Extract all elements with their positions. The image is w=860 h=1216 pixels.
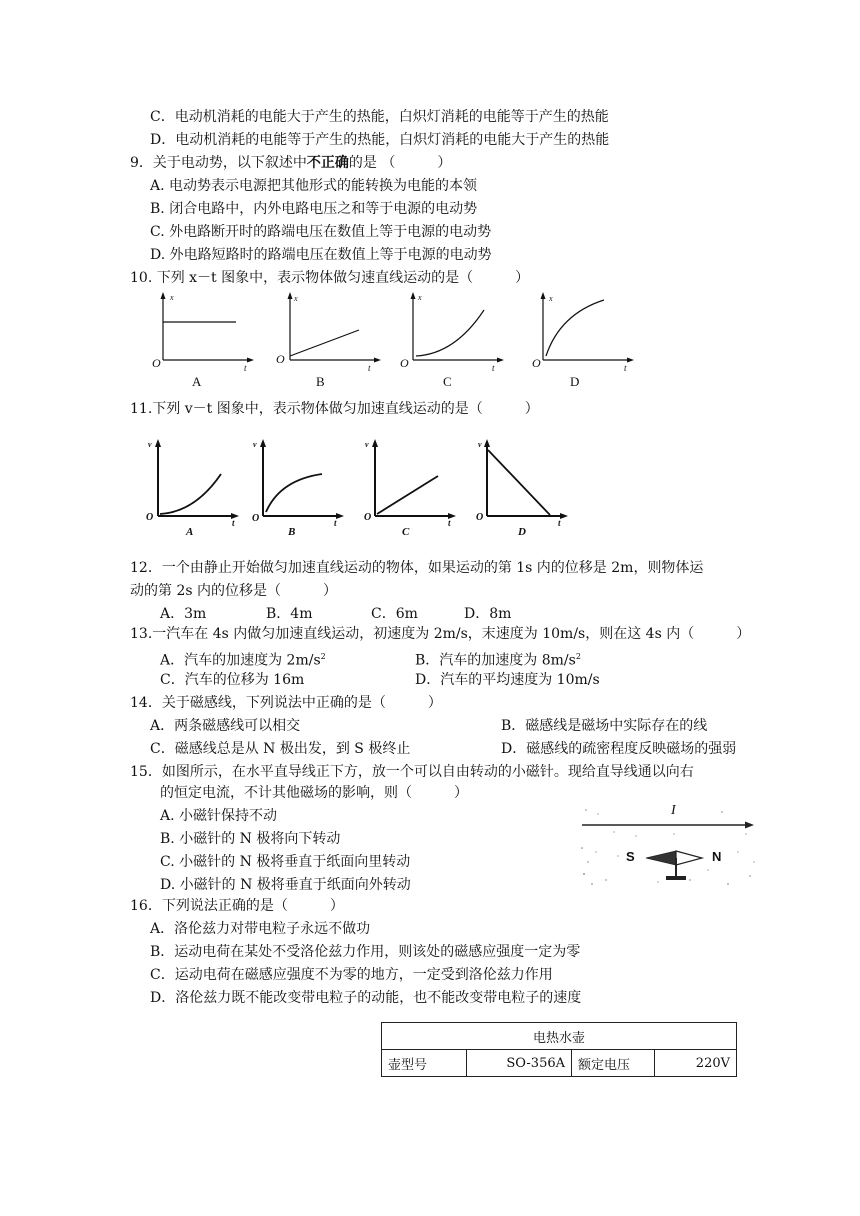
q12-option-c: C．6m xyxy=(371,606,418,622)
q11-b-axis-y: v xyxy=(253,440,257,449)
q11-d-origin: O xyxy=(476,512,484,523)
q13-option-b xyxy=(415,647,581,671)
q10-graph-a xyxy=(150,290,260,370)
q11-b-origin: O xyxy=(252,513,260,524)
q12-option-a: A．3m xyxy=(160,606,207,622)
q10-d-label: D xyxy=(570,374,580,389)
q14-option-d: D．磁感线的疏密程度反映磁场的强弱 xyxy=(501,741,737,757)
kettle-table-title: 电热水壶 xyxy=(382,1023,737,1050)
y-axis-arrow xyxy=(484,439,490,447)
q10-graph-d xyxy=(530,290,640,370)
q11-graph-c xyxy=(362,436,462,536)
graph-curve xyxy=(416,310,484,356)
q10-a-axis-y: x xyxy=(170,293,174,302)
compass-base xyxy=(666,876,686,880)
x-axis-arrow xyxy=(336,513,344,519)
q10-stem: 10. 下列 x－t 图象中，表示物体做匀速直线运动的是（ ） xyxy=(130,270,530,286)
y-axis-arrow xyxy=(260,439,266,447)
q12-stem-line2: 动的第 2s 内的位移是（ ） xyxy=(130,583,337,599)
y-axis-arrow xyxy=(155,439,161,447)
q10-d-axis-y: x xyxy=(549,294,553,303)
y-axis-arrow xyxy=(541,292,546,299)
q16-option-d: D．洛伦兹力既不能改变带电粒子的动能，也不能改变带电粒子的速度 xyxy=(150,990,582,1006)
q10-b-axis-y: x xyxy=(294,294,298,303)
q14-option-c: C．磁感线总是从 N 极出发，到 S 极终止 xyxy=(150,741,411,757)
x-axis-arrow xyxy=(560,513,568,519)
q14-option-a: A．两条磁感线可以相交 xyxy=(150,718,301,734)
x-axis-arrow xyxy=(497,358,504,363)
graph-line xyxy=(290,330,359,356)
q12-stem-line1: 12．一个由静止开始做匀加速直线运动的物体，如果运动的第 1s 内的位移是 2m，则物体运 xyxy=(130,560,704,576)
x-axis-arrow xyxy=(247,358,254,363)
graph-line xyxy=(488,450,550,515)
q9-option-c: C. 外电路断开时的路端电压在数值上等于电源的电动势 xyxy=(150,224,492,240)
q14-stem: 14．关于磁感线，下列说法中正确的是（ ） xyxy=(130,695,442,711)
q16-stem: 16．下列说法正确的是（ ） xyxy=(130,898,344,914)
y-axis-arrow xyxy=(288,292,293,299)
kettle-table-title-row xyxy=(382,1023,737,1050)
q11-c-axis-x: t xyxy=(448,518,451,528)
q11-c-axis-y: v xyxy=(365,440,369,449)
kettle-model-value: SO-356A xyxy=(467,1050,572,1077)
q13-option-d: D．汽车的平均速度为 10m/s xyxy=(415,672,600,688)
q10-c-origin: O xyxy=(400,356,409,370)
q8-option-c: C．电动机消耗的电能大于产生的热能，白炽灯消耗的电能等于产生的热能 xyxy=(150,109,609,125)
compass-needle-south-end xyxy=(646,851,676,865)
q11-c-origin: O xyxy=(364,512,372,523)
q10-b-label: B xyxy=(316,374,325,389)
q13-option-a-exponent: 2 xyxy=(320,652,326,661)
q12-option-b: B．4m xyxy=(266,606,313,622)
q8-option-d: D．电动机消耗的电能等于产生的热能，白炽灯消耗的电能大于产生的热能 xyxy=(150,132,610,148)
q11-c-label: C xyxy=(402,526,410,538)
q11-b-axis-x: t xyxy=(334,518,337,528)
q10-d-axis-x: t xyxy=(624,363,627,373)
q15-stem-line1: 15．如图所示，在水平直导线正下方，放一个可以自由转动的小磁针。现给直导线通以向右 xyxy=(130,764,694,780)
q9-option-d: D. 外电路短路时的路端电压在数值上等于电源的电动势 xyxy=(150,247,492,263)
y-axis-arrow xyxy=(161,292,166,299)
q11-d-axis-x: t xyxy=(558,518,561,528)
q16-option-a: A．洛伦兹力对带电粒子永远不做功 xyxy=(150,921,371,937)
kettle-spec-table xyxy=(381,1022,737,1077)
q13-option-a-text: A．汽车的加速度为 2m/s xyxy=(160,652,321,669)
q9-stem-post: 的是 （ ） xyxy=(348,155,452,171)
current-arrow xyxy=(745,822,754,829)
q9-option-b: B. 闭合电路中，内外电路电压之和等于电源的电动势 xyxy=(150,201,478,217)
q13-option-c: C．汽车的位移为 16m xyxy=(160,672,305,688)
q11-a-label: A xyxy=(186,526,194,538)
q11-a-axis-x: t xyxy=(232,518,235,528)
q9-stem-emphasis: 不正确 xyxy=(306,155,349,171)
q12-option-d: D．8m xyxy=(464,606,512,622)
q9-option-a: A. 电动势表示电源把其他形式的能转换为电能的本领 xyxy=(150,178,478,194)
q15-option-d: D. 小磁针的 N 极将垂直于纸面向外转动 xyxy=(160,877,411,893)
q15-south-pole-label: S xyxy=(626,849,635,864)
q13-option-b-exponent: 2 xyxy=(575,652,581,661)
q10-c-axis-x: t xyxy=(492,363,495,373)
kettle-table-row xyxy=(382,1050,737,1077)
q11-d-label: D xyxy=(518,526,526,538)
q15-figure xyxy=(578,806,758,888)
kettle-voltage-value: 220V xyxy=(655,1050,737,1077)
q15-option-a: A. 小磁针保持不动 xyxy=(160,808,278,824)
x-axis-arrow xyxy=(627,358,634,363)
q10-graph-c xyxy=(400,290,510,370)
paper-speckle-dots xyxy=(581,809,754,885)
q11-graph-a xyxy=(145,436,245,536)
q11-a-axis-y: v xyxy=(148,440,152,449)
q16-option-b: B．运动电荷在某处不受洛伦兹力作用，则该处的磁感应强度一定为零 xyxy=(150,944,581,960)
q10-a-origin: O xyxy=(152,356,161,370)
q15-option-c: C. 小磁针的 N 极将垂直于纸面向里转动 xyxy=(160,854,411,870)
q11-a-origin: O xyxy=(146,512,154,523)
q11-b-label: B xyxy=(288,526,296,538)
q15-stem-line2: 的恒定电流，不计其他磁场的影响，则（ ） xyxy=(160,785,468,801)
q13-option-b-text: B．汽车的加速度为 8m/s xyxy=(415,652,576,669)
q10-c-axis-y: x xyxy=(418,293,422,302)
q16-option-c: C．运动电荷在磁感应强度不为零的地方，一定受到洛伦兹力作用 xyxy=(150,967,553,983)
q10-b-axis-x: t xyxy=(368,363,371,373)
q9-stem-pre: 9．关于电动势，以下叙述中 xyxy=(130,155,307,171)
x-axis-arrow xyxy=(374,358,381,363)
q10-b-origin: O xyxy=(276,352,285,366)
graph-line xyxy=(377,476,438,514)
kettle-voltage-label: 额定电压 xyxy=(572,1050,655,1077)
q9-stem xyxy=(130,153,451,173)
q10-a-label: A xyxy=(192,374,202,389)
q13-option-a xyxy=(160,647,326,671)
q14-option-b: B．磁感线是磁场中实际存在的线 xyxy=(501,718,708,734)
q15-north-pole-label: N xyxy=(712,849,722,864)
q10-a-axis-x: t xyxy=(244,363,247,373)
q15-current-label: I xyxy=(671,803,676,818)
compass-needle-north-end xyxy=(676,851,702,865)
q13-stem: 13.一汽车在 4s 内做匀加速直线运动，初速度为 2m/s，末速度为 10m/s，则在这 4s 内（ ） xyxy=(130,626,751,642)
y-axis-arrow xyxy=(372,439,378,447)
q10-c-label: C xyxy=(443,374,452,389)
q11-d-axis-y: v xyxy=(478,440,482,449)
y-axis-arrow xyxy=(411,292,416,299)
q15-option-b: B. 小磁针的 N 极将向下转动 xyxy=(160,831,341,847)
q10-d-origin: O xyxy=(532,356,541,370)
kettle-model-label: 壶型号 xyxy=(382,1050,467,1077)
q11-stem: 11.下列 v－t 图象中，表示物体做匀加速直线运动的是（ ） xyxy=(130,401,539,417)
graph-curve xyxy=(546,300,604,356)
graph-curve xyxy=(266,474,322,512)
graph-curve xyxy=(160,474,221,514)
